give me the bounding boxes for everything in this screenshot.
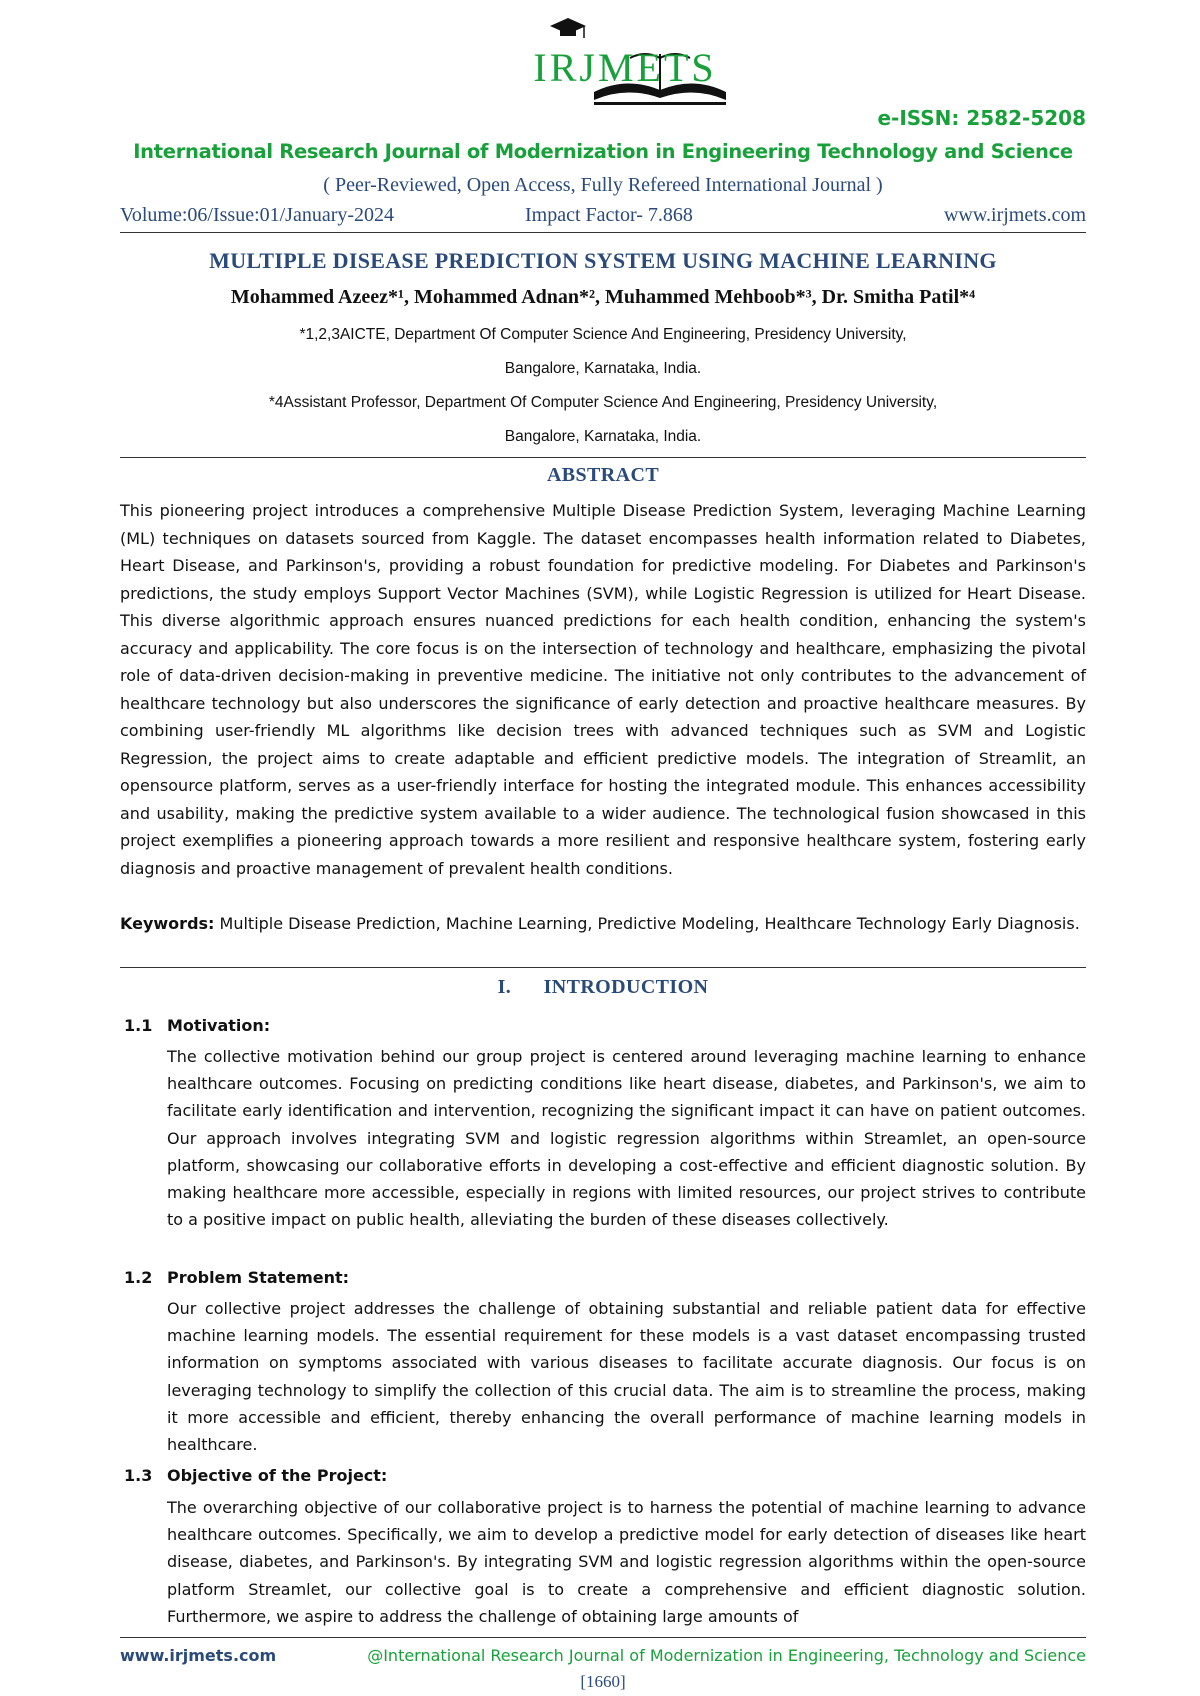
paper-title: MULTIPLE DISEASE PREDICTION SYSTEM USING MACHINE LEARNING (209, 248, 997, 273)
abstract-divider (120, 967, 1086, 968)
affiliation-2-line-2: Bangalore, Karnataka, India. (504, 428, 702, 445)
affiliation-1-line-1: *1,2,3AICTE, Department Of Computer Science And Engineering, Presidency University, (299, 326, 907, 343)
section-number: 1.3 (124, 1466, 153, 1485)
section-number: 1.2 (124, 1268, 153, 1287)
footer-website-link[interactable]: www.irjmets.com (120, 1646, 277, 1665)
volume-line (120, 204, 1086, 230)
header-website-link[interactable]: www.irjmets.com (943, 204, 1086, 226)
introduction-heading: I. INTRODUCTION (497, 976, 709, 998)
impact-factor: Impact Factor- 7.868 (525, 204, 693, 226)
footer-divider (120, 1637, 1086, 1638)
abstract-heading: ABSTRACT (546, 464, 660, 486)
section-1-3-body: The overarching objective of our collaborative project is to harness the potential of machine learning to advance healthcare outcomes. Specifically, we aim to develop a predictive model for early detection of diseases like heart disease, diabetes, and Parkinson's. By integrating SVM and logistic regression algorithms within the open-source platform Streamlet, our collective goal is to create a comprehensive and efficient diagnostic solution. Furthermore, we aspire to address the challenge of obtaining large amounts of (167, 1498, 1086, 1626)
volume-issue: Volume:06/Issue:01/January-2024 (120, 204, 395, 226)
section-1-2-body: Our collective project addresses the challenge of obtaining substantial and reliable patient data for effective machine learning models. The essential requirement for these models is a vast dataset encompassing trusted information on symptoms associated with various diseases to facilitate accurate diagnosis. Our focus is on leveraging technology to simplify the collection of this crucial data. The aim is to streamline the process, making it more accessible and efficient, thereby enhancing the overall performance of machine learning models in healthcare. (167, 1299, 1086, 1455)
logo-wordmark: IRJMETS (533, 45, 717, 90)
peer-review-line: ( Peer-Reviewed, Open Access, Fully Refereed International Journal ) (323, 174, 883, 196)
abstract-body: This pioneering project introduces a comprehensive Multiple Disease Prediction System, leveraging Machine Learning (ML) techniques on datasets sourced from Kaggle. The dataset encompasses health information related to Diabetes, Heart Disease, and Parkinson's, providing a robust foundation for predictive modeling. For Diabetes and Parkinson's predictions, the study employs Support Vector Machines (SVM), while Logistic Regression is utilized for Heart Disease. This diverse algorithmic approach ensures nuanced predictions for each health condition, enhancing the system's accuracy and applicability. The core focus is on the intersection of technology and healthcare, emphasizing the pivotal role of data-driven decision-making in preventive medicine. The initiative not only contributes to the advancement of healthcare technology but also underscores the significance of early detection and proactive healthcare measures. By combining user-friendly ML algorithms like decision trees with advanced techniques such as SVM and Logistic Regression, the project aims to create adaptable and efficient predictive models. The integration of Streamlit, an opensource platform, serves as a user-friendly interface for hosting the integrated module. This enhances accessibility and usability, making the predictive system available to a wider audience. The technological fusion showcased in this project exemplifies a pioneering approach towards a more resilient and responsive healthcare system, fostering early diagnosis and proactive management of prevalent health conditions. (120, 501, 1086, 878)
affiliation-2-line-1: *4Assistant Professor, Department Of Computer Science And Engineering, Presidency University, (268, 394, 938, 411)
section-title: Problem Statement: (167, 1268, 350, 1287)
footer-copyright: @International Research Journal of Modernization in Engineering, Technology and Science (367, 1646, 1086, 1665)
section-1-2-heading (124, 1268, 349, 1287)
section-title: Objective of the Project: (167, 1466, 388, 1485)
keywords-text: Multiple Disease Prediction, Machine Learning, Predictive Modeling, Healthcare Technology Early Diagnosis. (214, 914, 1080, 933)
page-number: [1660] (580, 1672, 626, 1691)
section-number: 1.1 (124, 1016, 153, 1035)
keywords-label: Keywords: (120, 914, 215, 933)
section-title: Motivation: (167, 1016, 271, 1035)
affiliation-1-line-2: Bangalore, Karnataka, India. (504, 360, 702, 377)
header-divider (120, 232, 1086, 233)
keywords (120, 910, 1086, 937)
journal-logo (510, 14, 740, 114)
section-1-1-body: The collective motivation behind our group project is centered around leveraging machine learning to enhance healthcare outcomes. Focusing on predicting conditions like heart disease, diabetes, and Parkinson's, we aim to facilitate early identification and intervention, recognizing the significant impact it can have on patient outcomes. Our approach involves integrating SVM and logistic regression algorithms within Streamlet, an open-source platform, showcasing our collaborative efforts in developing a cost-effective and efficient diagnostic solution. By making healthcare more accessible, especially in regions with limited resources, our project strives to contribute to a positive impact on public health, alleviating the burden of these diseases collectively. (167, 1047, 1086, 1230)
section-1-1-heading (124, 1016, 270, 1035)
section-1-3-heading (124, 1466, 387, 1485)
issn-label: e-ISSN: 2582-5208 (877, 106, 1086, 130)
journal-title: International Research Journal of Modernization in Engineering Technology and Science (133, 140, 1073, 163)
author-list: Mohammed Azeez*¹, Mohammed Adnan*², Muhammed Mehboob*³, Dr. Smitha Patil*⁴ (230, 286, 976, 308)
affiliation-divider (120, 457, 1086, 458)
